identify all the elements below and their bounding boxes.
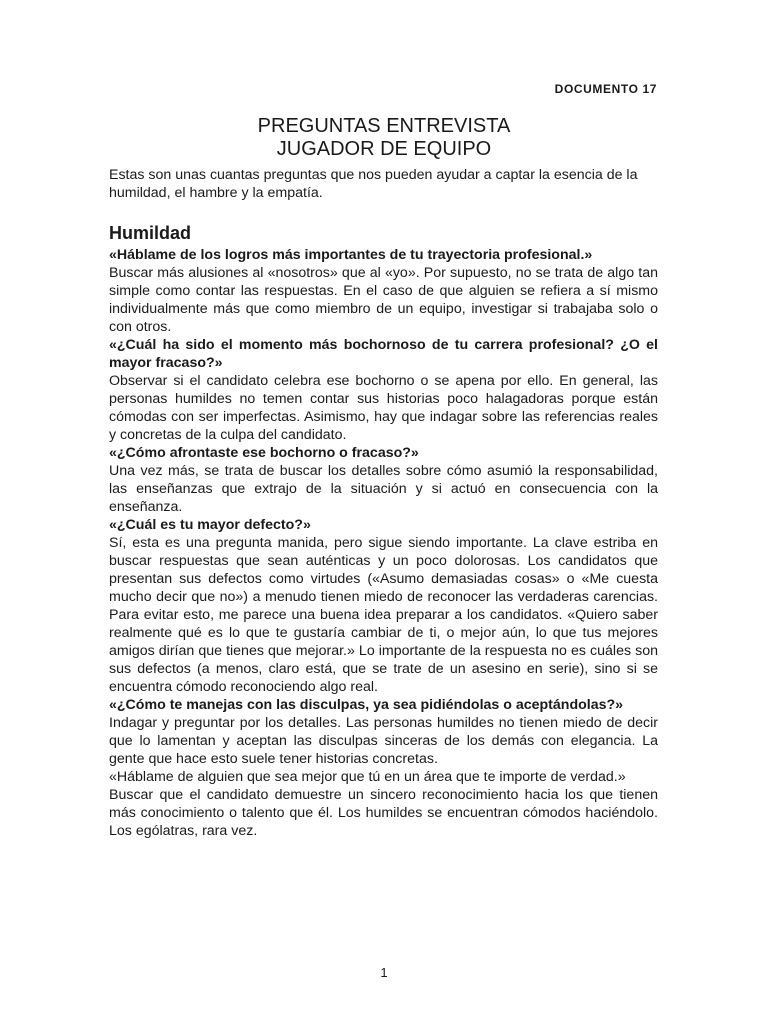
closing-answer-text: Buscar que el candidato demuestre un sincero reconocimiento hacia los que tienen más conocimiento o talento que él. Los humildes se encuentran cómodos haciéndolo. Los ególatras, rara vez. (109, 787, 658, 839)
intro-paragraph: Estas son unas cuantas preguntas que nos pueden ayudar a captar la esencia de la humildad, el hambre y la empatía. (109, 167, 638, 201)
answer-text: Buscar más alusiones al «nosotros» que al «yo». Por supuesto, no se trata de algo tan simple como contar las respuestas. En el caso de que alguien se refiera a sí mismo individualmente más que como miembro de un equipo, investigar si trabajaba solo o con otros. (109, 265, 658, 335)
title-line-1: PREGUNTAS ENTREVISTA (257, 115, 511, 137)
document-body (109, 166, 658, 840)
question-text: «¿Cuál es tu mayor defecto?» (109, 517, 311, 533)
question-text: «Háblame de los logros más importantes de tu trayectoria profesional.» (109, 247, 593, 263)
question-text: «¿Cuál ha sido el momento más bochornoso de tu carrera profesional? ¿O el mayor fracaso?» (109, 337, 658, 371)
page-number: 1 (380, 965, 388, 980)
document-label: DOCUMENTO 17 (554, 82, 657, 96)
question-text: «¿Cómo te manejas con las disculpas, ya sea pidiéndolas o aceptándolas?» (109, 697, 624, 713)
answer-text: Indagar y preguntar por los detalles. Las personas humildes no tienen miedo de decir que lo lamentan y aceptan las disculpas sinceras de los demás con elegancia. La gente que hace esto suele tener historias concretas. (109, 715, 658, 767)
answer-text: Una vez más, se trata de buscar los detalles sobre cómo asumió la responsabilidad, las enseñanzas que extrajo de la situación y si actuó en consecuencia con la enseñanza. (109, 463, 658, 515)
page-title (0, 115, 768, 161)
question-text: «¿Cómo afrontaste ese bochorno o fracaso?» (109, 445, 419, 461)
answer-text: Sí, esta es una pregunta manida, pero sigue siendo importante. La clave estriba en buscar respuestas que sean auténticas y un poco dolorosas. Los candidatos que presentan sus defectos como virtudes («Asumo demasiadas cosas» o «Me cuesta mucho decir que no») a menudo tienen miedo de reconocer las verdaderas carencias. Para evitar esto, me parece una buena idea preparar a los candidatos. «Quiero saber realmente qué es lo que te gustaría cambiar de ti, o mejor aún, lo que tus mejores amigos dirían que tienes que mejorar.» Lo importante de la respuesta no es cuáles son sus defectos (a menos, claro está, que se trate de un asesino en serie), sino si se encuentra cómodo reconociendo algo real. (109, 535, 658, 695)
answer-text: Observar si el candidato celebra ese bochorno o se apena por ello. En general, las personas humildes no temen contar sus historias poco halagadoras porque están cómodas con ser imperfectas. Asimismo, hay que indagar sobre las referencias reales y concretas de la culpa del candidato. (109, 373, 658, 443)
closing-question-text: «Háblame de alguien que sea mejor que tú en un área que te importe de verdad.» (109, 769, 626, 785)
section-heading: Humildad (109, 223, 192, 243)
title-line-2: JUGADOR DE EQUIPO (276, 138, 492, 160)
